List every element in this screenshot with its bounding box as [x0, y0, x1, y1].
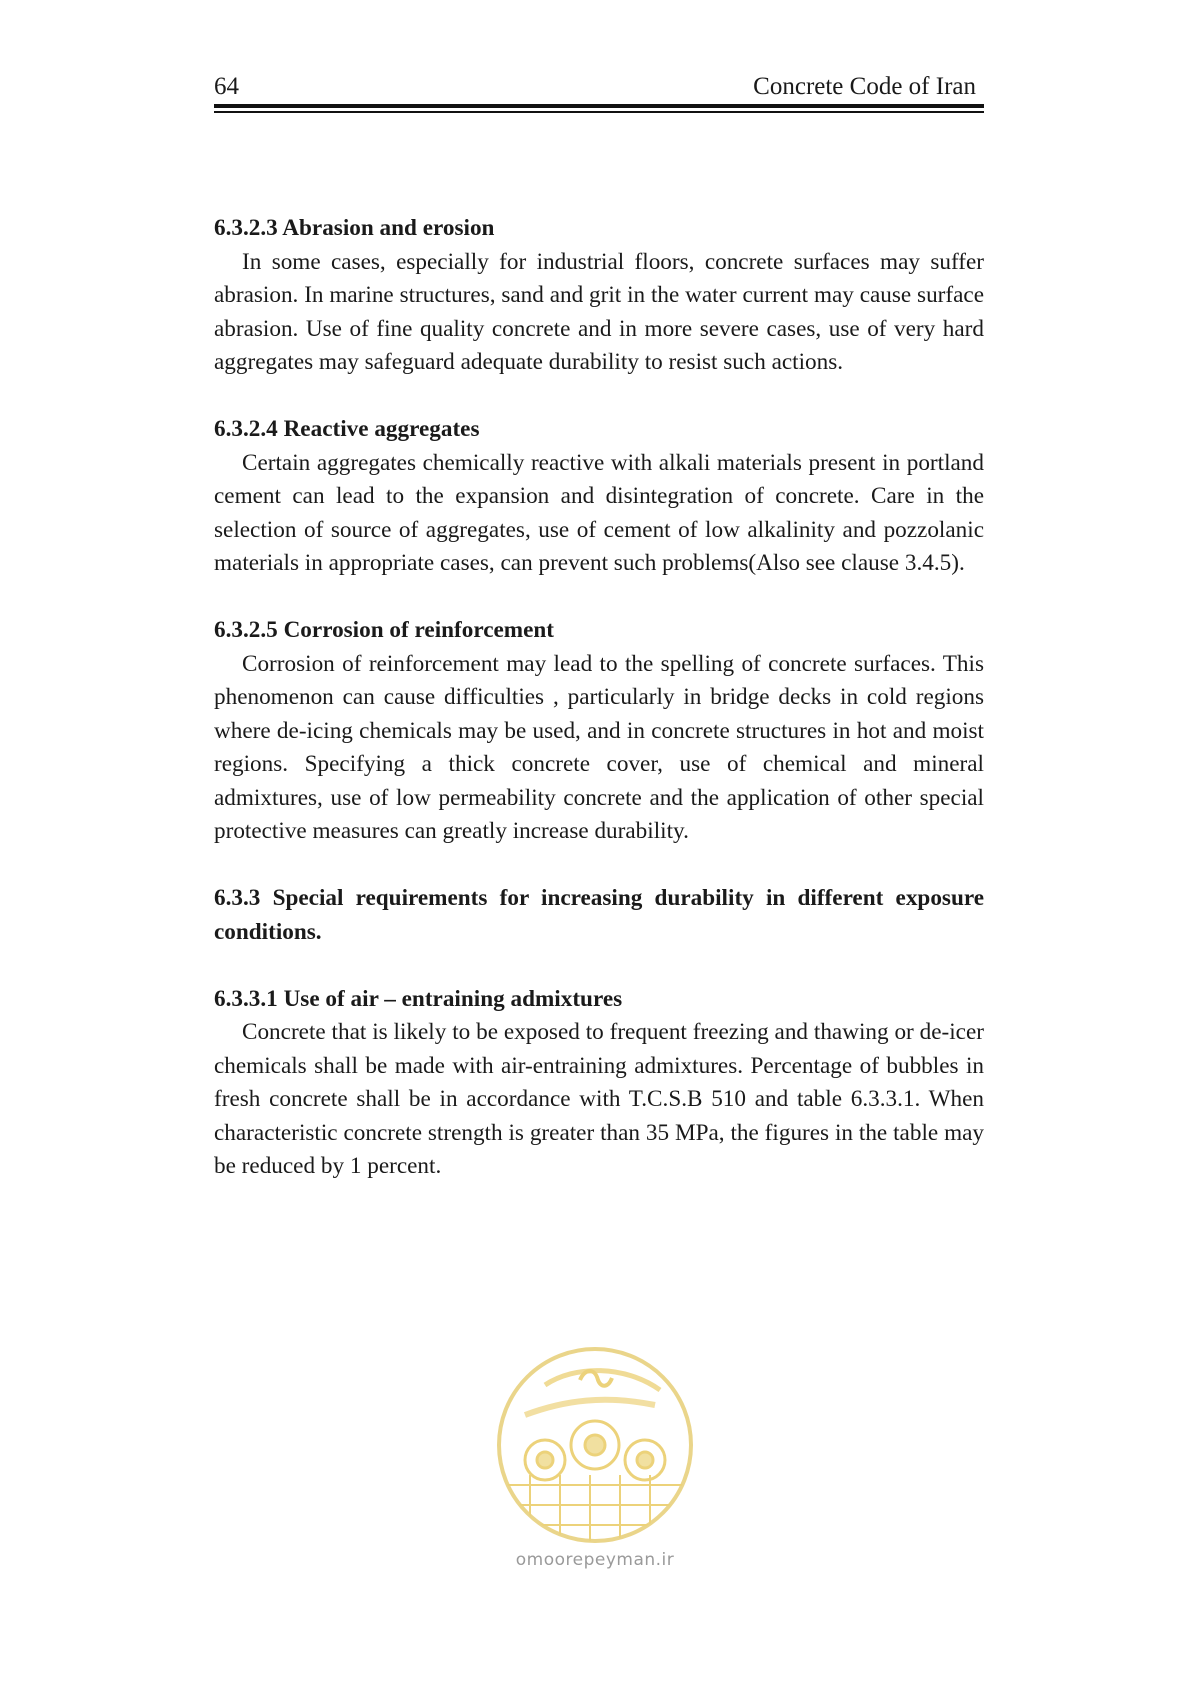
header-rule-thin [214, 111, 984, 113]
section-paragraph: Corrosion of reinforcement may lead to the spelling of concrete surfaces. This phenomenon can cause difficulties , particularly in bridge decks in cold regions where de-icing chemicals may be used, and in concrete structures in hot and moist regions. Specifying a thick concrete cover, use of chemical and mineral admixtures, use of low permeability concrete and the application of other special protective measures can greatly increase durability. [214, 650, 984, 844]
section-heading: 6.3.3.1 Use of air – entraining admixtures [214, 985, 623, 1012]
publisher-seal-icon [485, 1345, 705, 1545]
section-reactive-aggregates [214, 413, 984, 581]
header-rule-thick [214, 104, 984, 108]
section-heading: 6.3.2.5 Corrosion of reinforcement [214, 617, 555, 643]
section-paragraph: In some cases, especially for industrial floors, concrete surfaces may suffer abrasion. In marine structures, sand and grit in the water current may cause surface abrasion. Use of fine quality concrete and in more severe cases, use of very hard aggregates may safeguard adequate durability to resist such actions. [214, 248, 984, 375]
running-title: Concrete Code of Iran [753, 73, 976, 100]
section-air-entraining [214, 983, 984, 1184]
page-body [214, 212, 984, 1184]
section-paragraph: Concrete that is likely to be exposed to frequent freezing and thawing or de-icer chemicals shall be made with air-entraining admixtures. Percentage of bubbles in fresh concrete shall be in accordance with T.C.S.B 510 and table 6.3.3.1. When characteristic concrete strength is greater than 35 MPa, the figures in the table may be reduced by 1 percent. [214, 1019, 984, 1179]
watermark-url: omoorepeyman.ir [515, 1550, 675, 1570]
section-abrasion-erosion [214, 212, 984, 380]
section-special-requirements [214, 882, 984, 949]
page-header [214, 70, 984, 110]
section-heading: 6.3.2.3 Abrasion and erosion [214, 215, 495, 241]
section-corrosion-reinforcement [214, 614, 984, 849]
page-number: 64 [214, 73, 239, 100]
section-heading: 6.3.3 Special requirements for increasing durability in different exposure conditions. [214, 885, 984, 945]
section-heading: 6.3.2.4 Reactive aggregates [214, 416, 480, 442]
section-paragraph: Certain aggregates chemically reactive with alkali materials present in portland cement can lead to the expansion and disintegration of concrete. Care in the selection of source of aggregates, use of cement of low alkalinity and pozzolanic materials in appropriate cases, can prevent such problems(Also see clause 3.4.5). [214, 449, 984, 576]
watermark-logo [485, 1345, 705, 1575]
